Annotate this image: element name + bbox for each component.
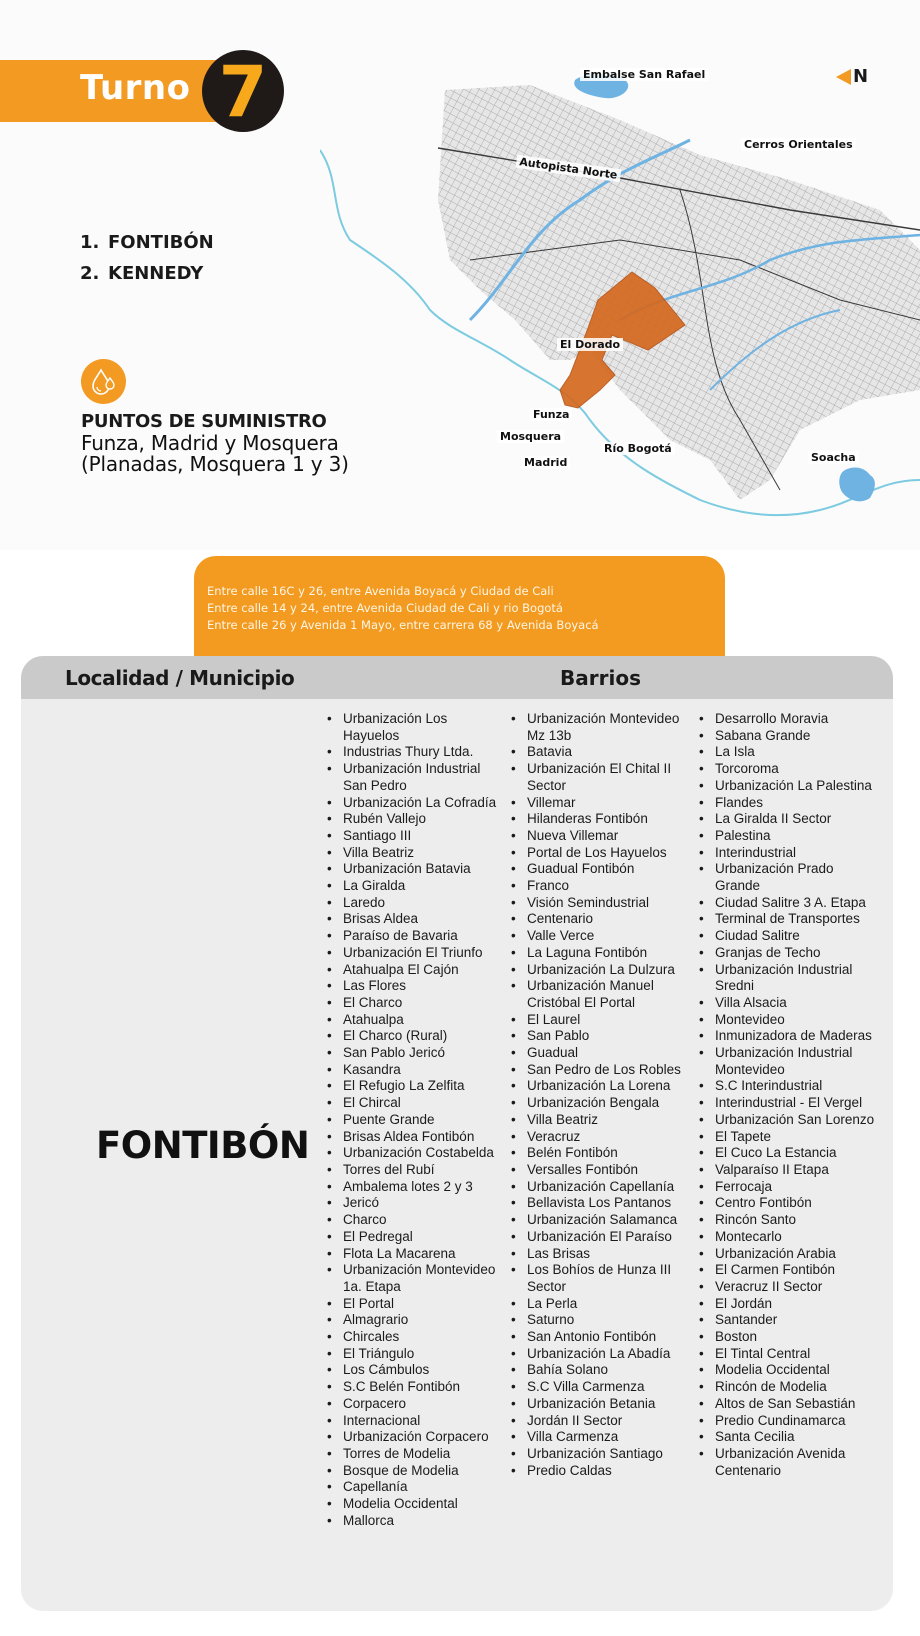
barrio-item: • Kasandra xyxy=(327,1062,507,1079)
barrio-item: • Valparaíso II Etapa xyxy=(699,1162,879,1179)
barrio-item: • Las Brisas xyxy=(511,1246,691,1263)
barrios-table xyxy=(21,656,893,1611)
barrio-item: • Guadual xyxy=(511,1045,691,1062)
barrio-item: • Urbanización Avenida Centenario xyxy=(699,1446,879,1479)
barrio-item: • Ambalema lotes 2 y 3 xyxy=(327,1179,507,1196)
barrio-item: • Hilanderas Fontibón xyxy=(511,811,691,828)
barrio-item: • Brisas Aldea Fontibón xyxy=(327,1129,507,1146)
map-label-soacha: Soacha xyxy=(808,451,859,464)
barrio-item: • El Laurel xyxy=(511,1012,691,1029)
barrio-item: • Mallorca xyxy=(327,1513,507,1530)
barrio-item: • Urbanización Industrial Sredni xyxy=(699,962,879,995)
barrio-item: • Almagrario xyxy=(327,1312,507,1329)
barrio-item: • Centro Fontibón xyxy=(699,1195,879,1212)
barrio-item: • Urbanización Prado Grande xyxy=(699,861,879,894)
barrio-item: • Atahualpa El Cajón xyxy=(327,962,507,979)
zone-line: Entre calle 14 y 24, entre Avenida Ciudad de Cali y rio Bogotá xyxy=(207,601,563,615)
barrio-item: • Granjas de Techo xyxy=(699,945,879,962)
barrio-item: • Sabana Grande xyxy=(699,728,879,745)
barrio-item: • Santander xyxy=(699,1312,879,1329)
barrio-item: • Urbanización El Paraíso xyxy=(511,1229,691,1246)
barrio-item: • La Isla xyxy=(699,744,879,761)
barrio-item: • Urbanización Arabia xyxy=(699,1246,879,1263)
barrio-item: • Urbanización Batavia xyxy=(327,861,507,878)
barrio-item: • Urbanización Salamanca xyxy=(511,1212,691,1229)
barrio-item: • Urbanización La Palestina xyxy=(699,778,879,795)
barrio-item: • El Charco xyxy=(327,995,507,1012)
barrio-item: • Jordán II Sector xyxy=(511,1413,691,1430)
barrio-item: • El Chircal xyxy=(327,1095,507,1112)
barrio-item: • Ferrocaja xyxy=(699,1179,879,1196)
barrio-item: • Interindustrial - El Vergel xyxy=(699,1095,879,1112)
table-header xyxy=(21,656,893,699)
barrio-item: • Urbanización Bengala xyxy=(511,1095,691,1112)
barrio-item: • Urbanización La Lorena xyxy=(511,1078,691,1095)
suministro-title: PUNTOS DE SUMINISTRO xyxy=(81,411,327,432)
barrio-item: • Veracruz II Sector xyxy=(699,1279,879,1296)
barrio-item: • Villa Alsacia xyxy=(699,995,879,1012)
barrio-item: • Altos de San Sebastián xyxy=(699,1396,879,1413)
barrio-item: • Atahualpa xyxy=(327,1012,507,1029)
barrio-item: • Urbanización Montevideo Mz 13b xyxy=(511,711,691,744)
barrio-item: • Urbanización Santiago xyxy=(511,1446,691,1463)
barrio-item: • Terminal de Transportes xyxy=(699,911,879,928)
barrio-item: • Industrias Thury Ltda. xyxy=(327,744,507,761)
barrio-item: • Urbanización Betania xyxy=(511,1396,691,1413)
barrio-item: • Modelia Occidental xyxy=(699,1362,879,1379)
barrio-item: • Montevideo xyxy=(699,1012,879,1029)
barrio-item: • Nueva Villemar xyxy=(511,828,691,845)
barrio-item: • El Tintal Central xyxy=(699,1346,879,1363)
barrio-item: • Urbanización La Dulzura xyxy=(511,962,691,979)
barrio-item: • Palestina xyxy=(699,828,879,845)
barrio-item: • San Pedro de Los Robles xyxy=(511,1062,691,1079)
localidades-list xyxy=(80,232,214,294)
header-barrios: Barrios xyxy=(560,666,641,690)
turno-title: Turno xyxy=(80,68,191,108)
zone-description-box xyxy=(194,556,725,656)
barrio-item: • Urbanización La Cofradía xyxy=(327,795,507,812)
barrio-item: • Urbanización Corpacero xyxy=(327,1429,507,1446)
barrio-item: • Modelia Occidental xyxy=(327,1496,507,1513)
barrio-item: • Bosque de Modelia xyxy=(327,1463,507,1480)
zone-line: Entre calle 16C y 26, entre Avenida Boyacá y Ciudad de Cali xyxy=(207,584,554,598)
barrio-item: • Bahía Solano xyxy=(511,1362,691,1379)
barrio-item: • Urbanización Capellanía xyxy=(511,1179,691,1196)
barrio-item: • Torres de Modelia xyxy=(327,1446,507,1463)
barrio-item: • Urbanización Costabelda xyxy=(327,1145,507,1162)
barrio-item: • Saturno xyxy=(511,1312,691,1329)
barrio-item: • Montecarlo xyxy=(699,1229,879,1246)
barrio-item: • Urbanización El Chital II Sector xyxy=(511,761,691,794)
barrio-item: • Urbanización Montevideo 1a. Etapa xyxy=(327,1262,507,1295)
turno-number: 7 xyxy=(218,51,268,133)
barrio-item: • Villa Carmenza xyxy=(511,1429,691,1446)
barrio-item: • Laredo xyxy=(327,895,507,912)
barrio-item: • Ciudad Salitre xyxy=(699,928,879,945)
barrio-item: • Chircales xyxy=(327,1329,507,1346)
barrio-item: • Franco xyxy=(511,878,691,895)
barrio-item: • Urbanización Industrial Montevideo xyxy=(699,1045,879,1078)
barrio-item: • La Giralda xyxy=(327,878,507,895)
localidad-item: 1. FONTIBÓN xyxy=(80,232,214,253)
barrio-item: • Las Flores xyxy=(327,978,507,995)
barrio-item: • Los Cámbulos xyxy=(327,1362,507,1379)
barrio-item: • Centenario xyxy=(511,911,691,928)
barrio-item: • Capellanía xyxy=(327,1479,507,1496)
north-indicator xyxy=(836,66,868,87)
barrio-item: • El Carmen Fontibón xyxy=(699,1262,879,1279)
barrio-item: • Belén Fontibón xyxy=(511,1145,691,1162)
map-label-mosquera: Mosquera xyxy=(497,430,564,443)
barrio-item: • El Triángulo xyxy=(327,1346,507,1363)
barrio-item: • Internacional xyxy=(327,1413,507,1430)
barrio-item: • Rubén Vallejo xyxy=(327,811,507,828)
map-label-madrid: Madrid xyxy=(521,456,570,469)
barrio-item: • San Pablo Jericó xyxy=(327,1045,507,1062)
barrio-item: • Villemar xyxy=(511,795,691,812)
barrio-item: • Valle Verce xyxy=(511,928,691,945)
barrio-item: • Jericó xyxy=(327,1195,507,1212)
barrio-item: • Urbanización Los Hayuelos xyxy=(327,711,507,744)
barrio-item: • Versalles Fontibón xyxy=(511,1162,691,1179)
barrio-item: • Los Bohíos de Hunza III Sector xyxy=(511,1262,691,1295)
barrio-item: • Guadual Fontibón xyxy=(511,861,691,878)
barrio-item: • Urbanización Manuel Cristóbal El Portal xyxy=(511,978,691,1011)
barrio-item: • Charco xyxy=(327,1212,507,1229)
barrio-item: • Urbanización La Abadía xyxy=(511,1346,691,1363)
water-drops-icon xyxy=(81,359,126,404)
barrio-item: • Rincón de Modelia xyxy=(699,1379,879,1396)
barrio-item: • La Perla xyxy=(511,1296,691,1313)
barrios-column-2 xyxy=(511,711,691,1479)
barrio-item: • El Portal xyxy=(327,1296,507,1313)
barrio-item: • S.C Villa Carmenza xyxy=(511,1379,691,1396)
barrio-item: • Desarrollo Moravia xyxy=(699,711,879,728)
barrio-item: • Predio Caldas xyxy=(511,1463,691,1480)
barrio-item: • El Jordán xyxy=(699,1296,879,1313)
barrio-item: • Puente Grande xyxy=(327,1112,507,1129)
barrio-item: • Corpacero xyxy=(327,1396,507,1413)
barrio-item: • Torcoroma xyxy=(699,761,879,778)
barrio-item: • Paraíso de Bavaria xyxy=(327,928,507,945)
barrio-item: • Bellavista Los Pantanos xyxy=(511,1195,691,1212)
header-localidad: Localidad / Municipio xyxy=(65,666,295,690)
suministro-line: Funza, Madrid y Mosquera xyxy=(81,431,339,455)
barrios-column-1 xyxy=(327,711,507,1529)
suministro-line: (Planadas, Mosquera 1 y 3) xyxy=(81,452,349,476)
map-label-eldorado: El Dorado xyxy=(557,338,623,351)
barrio-item: • Brisas Aldea xyxy=(327,911,507,928)
barrio-item: • San Antonio Fontibón xyxy=(511,1329,691,1346)
north-arrow-icon xyxy=(836,69,851,85)
barrio-item: • Urbanización San Lorenzo xyxy=(699,1112,879,1129)
barrio-item: • Predio Cundinamarca xyxy=(699,1413,879,1430)
map-label-cerros: Cerros Orientales xyxy=(741,138,856,151)
barrio-item: • Santa Cecilia xyxy=(699,1429,879,1446)
barrio-item: • Inmunizadora de Maderas xyxy=(699,1028,879,1045)
barrio-item: • Ciudad Salitre 3 A. Etapa xyxy=(699,895,879,912)
north-label: N xyxy=(853,66,869,87)
map-label-autopista: Autopista Norte xyxy=(516,155,622,182)
barrio-item: • Urbanización El Triunfo xyxy=(327,945,507,962)
barrio-item: • Interindustrial xyxy=(699,845,879,862)
barrio-item: • Santiago III xyxy=(327,828,507,845)
barrio-item: • Flota La Macarena xyxy=(327,1246,507,1263)
barrio-item: • San Pablo xyxy=(511,1028,691,1045)
barrio-item: • Visión Semindustrial xyxy=(511,895,691,912)
barrio-item: • El Refugio La Zelfita xyxy=(327,1078,507,1095)
barrio-item: • La Laguna Fontibón xyxy=(511,945,691,962)
localidad-name: FONTIBÓN xyxy=(96,1124,310,1167)
zone-line: Entre calle 26 y Avenida 1 Mayo, entre carrera 68 y Avenida Boyacá xyxy=(207,618,599,632)
barrio-item: • S.C Belén Fontibón xyxy=(327,1379,507,1396)
barrio-item: • El Charco (Rural) xyxy=(327,1028,507,1045)
barrio-item: • Villa Beatriz xyxy=(327,845,507,862)
barrio-item: • El Pedregal xyxy=(327,1229,507,1246)
barrio-item: • Torres del Rubí xyxy=(327,1162,507,1179)
barrio-item: • Urbanización Industrial San Pedro xyxy=(327,761,507,794)
water-body-soacha xyxy=(839,468,875,502)
barrio-item: • Batavia xyxy=(511,744,691,761)
turno-number-badge xyxy=(202,50,284,132)
barrio-item: • Flandes xyxy=(699,795,879,812)
barrio-item: • Portal de Los Hayuelos xyxy=(511,845,691,862)
map-label-funza: Funza xyxy=(530,408,572,421)
barrio-item: • Boston xyxy=(699,1329,879,1346)
barrio-item: • Veracruz xyxy=(511,1129,691,1146)
barrio-item: • Villa Beatriz xyxy=(511,1112,691,1129)
map-label-embalse: Embalse San Rafael xyxy=(580,68,708,81)
map-label-rio-bogota: Río Bogotá xyxy=(601,442,675,455)
barrio-item: • Rincón Santo xyxy=(699,1212,879,1229)
localidad-item: 2. KENNEDY xyxy=(80,263,204,284)
barrio-item: • El Tapete xyxy=(699,1129,879,1146)
barrio-item: • S.C Interindustrial xyxy=(699,1078,879,1095)
barrio-item: • La Giralda II Sector xyxy=(699,811,879,828)
barrios-column-3 xyxy=(699,711,879,1479)
barrio-item: • El Cuco La Estancia xyxy=(699,1145,879,1162)
